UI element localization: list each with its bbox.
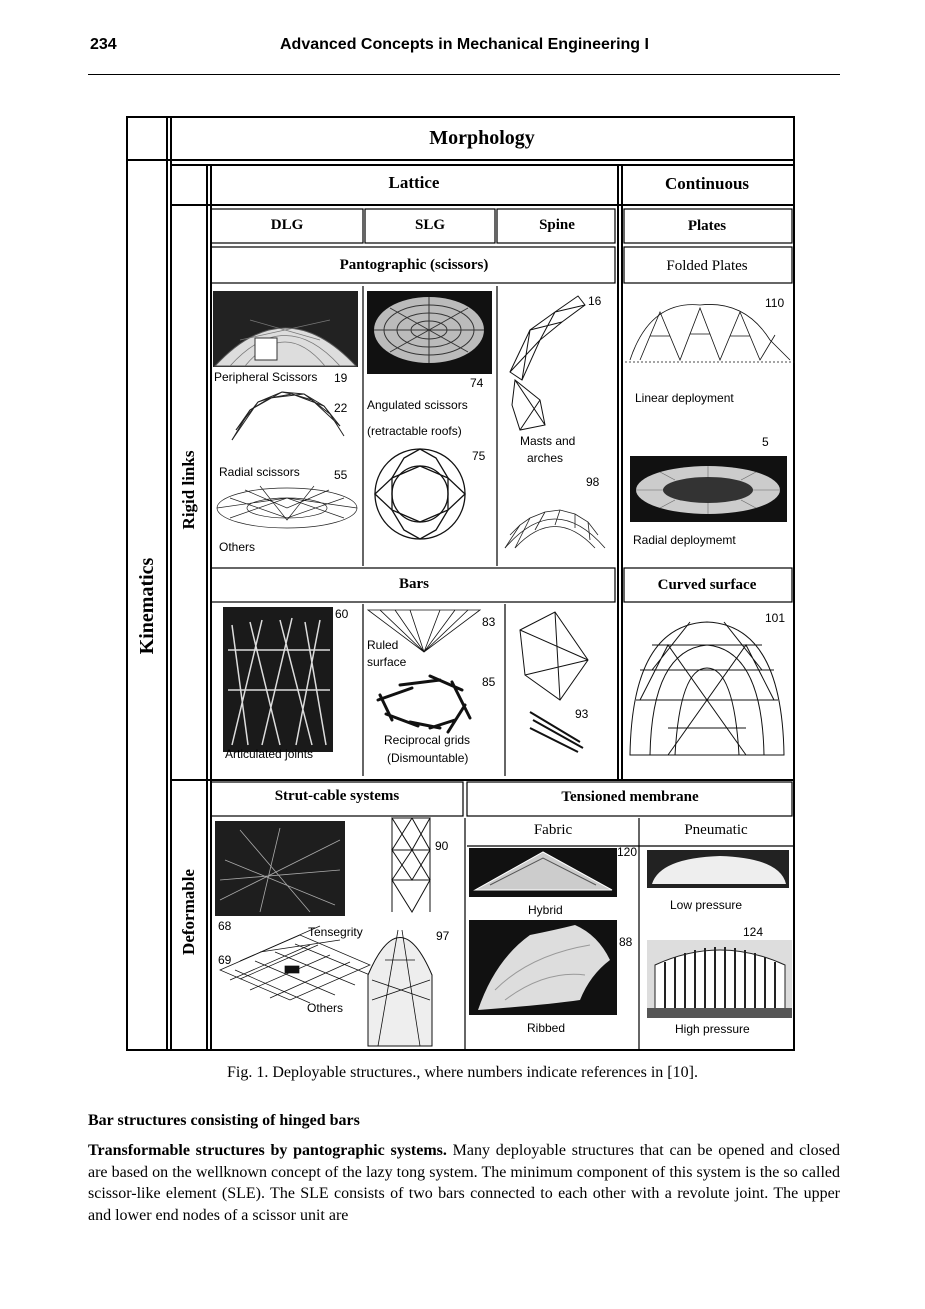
ribbed-label: Ribbed — [527, 1021, 566, 1035]
section-heading: Bar structures consisting of hinged bars — [88, 1112, 360, 1129]
masts-label-1: Masts and — [520, 434, 576, 448]
ref-22: 22 — [334, 401, 348, 415]
spine-label: Spine — [539, 217, 575, 233]
arches-drawing — [505, 510, 605, 548]
radial-deployment-image — [630, 456, 787, 522]
book-title: Advanced Concepts in Mechanical Engineering I — [280, 36, 649, 53]
slg-label: SLG — [414, 217, 446, 233]
morphology-label: Morphology — [429, 127, 535, 149]
deformable-label: Deformable — [179, 869, 198, 955]
mast-drawing — [510, 296, 585, 430]
articulated-joints-image — [223, 607, 333, 752]
angulated-scissors-image — [367, 291, 492, 374]
ref-55: 55 — [334, 468, 348, 482]
ref-90: 90 — [435, 839, 449, 853]
linear-deployment-label: Linear deployment — [635, 391, 734, 405]
curved-surface-label: Curved surface — [657, 577, 757, 593]
masts-label-2: arches — [527, 451, 564, 465]
geodesic-dome-drawing — [630, 622, 784, 755]
ref-83: 83 — [482, 615, 496, 629]
reciprocal-grids-label: Reciprocal grids — [384, 733, 471, 747]
ribbed-membrane-image — [469, 920, 617, 1015]
ref-5: 5 — [762, 435, 769, 449]
ref-16: 16 — [588, 294, 602, 308]
ruled-label-1: Ruled — [367, 638, 399, 652]
folded-plates-label: Folded Plates — [666, 258, 748, 274]
others-label-2: Others — [307, 1001, 344, 1015]
reciprocal-grids-drawing — [378, 676, 470, 732]
radial-scissors-drawing — [232, 392, 344, 440]
ref-68: 68 — [218, 919, 232, 933]
spine-bars-drawing — [520, 612, 588, 752]
paragraph-text: Many deployable structures that can be opened and closed are based on the wellknown concept of the lazy tong system. The minimum component of this system is the so called scissor-like element (SLE). The SLE consists of two bars connected to each other with a revolute joint. The upper and lower end nodes of a scissor unit are — [88, 1142, 840, 1224]
ref-19: 19 — [334, 371, 348, 385]
body-paragraph — [88, 1140, 840, 1226]
dismountable-label: (Dismountable) — [387, 751, 469, 765]
strut-cable-image — [215, 821, 345, 916]
fabric-label: Fabric — [533, 822, 573, 838]
ref-97: 97 — [436, 929, 450, 943]
peripheral-scissors-label: Peripheral Scissors — [214, 370, 318, 384]
ref-101: 101 — [765, 611, 786, 625]
low-pressure-label: Low pressure — [670, 898, 743, 912]
lattice-label: Lattice — [388, 173, 440, 192]
figure-caption: Fig. 1. Deployable structures., where numbers indicate references in [10]. — [227, 1064, 698, 1081]
ruled-label-2: surface — [367, 655, 407, 669]
ref-74: 74 — [470, 376, 484, 390]
ref-85: 85 — [482, 675, 496, 689]
ref-120: 120 — [617, 845, 638, 859]
retractable-roof-drawing — [375, 449, 465, 539]
ref-88: 88 — [619, 935, 633, 949]
others-label-1: Others — [219, 540, 256, 554]
ref-75: 75 — [472, 449, 486, 463]
strut-cable-label: Strut-cable systems — [274, 788, 400, 804]
retractable-label: (retractable roofs) — [367, 424, 462, 438]
ref-124: 124 — [743, 925, 764, 939]
low-pressure-image — [647, 850, 789, 888]
high-pressure-label: High pressure — [675, 1022, 750, 1036]
radial-deployment-label: Radial deploymemt — [633, 533, 736, 547]
ref-98: 98 — [586, 475, 600, 489]
tensegrity-ring-image — [368, 930, 432, 1046]
peripheral-scissors-image — [213, 291, 358, 367]
rigid-links-label: Rigid links — [179, 450, 198, 530]
angulated-scissors-label: Angulated scissors — [367, 398, 468, 412]
tensegrity-label: Tensegrity — [308, 925, 363, 939]
pantographic-label: Pantographic (scissors) — [339, 257, 489, 273]
high-pressure-image — [647, 940, 792, 1018]
ref-60: 60 — [335, 607, 349, 621]
ref-69: 69 — [218, 953, 232, 967]
page-number: 234 — [90, 36, 117, 53]
dlg-label: DLG — [270, 217, 304, 233]
kinematics-label: Kinematics — [136, 557, 158, 655]
articulated-joints-label: Articulated joints — [225, 747, 314, 761]
linear-deployment-drawing — [625, 304, 795, 362]
bars-label: Bars — [399, 576, 429, 592]
tensioned-membrane-label: Tensioned membrane — [561, 789, 699, 805]
continuous-label: Continuous — [664, 174, 750, 193]
ref-93: 93 — [575, 707, 589, 721]
others-radial-drawing — [217, 486, 357, 528]
radial-scissors-label: Radial scissors — [219, 465, 300, 479]
plates-label: Plates — [687, 218, 727, 234]
pneumatic-label: Pneumatic — [684, 822, 748, 838]
ref-110: 110 — [765, 296, 785, 310]
hybrid-label: Hybrid — [528, 903, 563, 917]
paragraph-lead: Transformable structures by pantographic systems. — [88, 1142, 447, 1159]
hybrid-tent-image — [469, 848, 617, 897]
tensegrity-tower-drawing — [392, 818, 430, 912]
